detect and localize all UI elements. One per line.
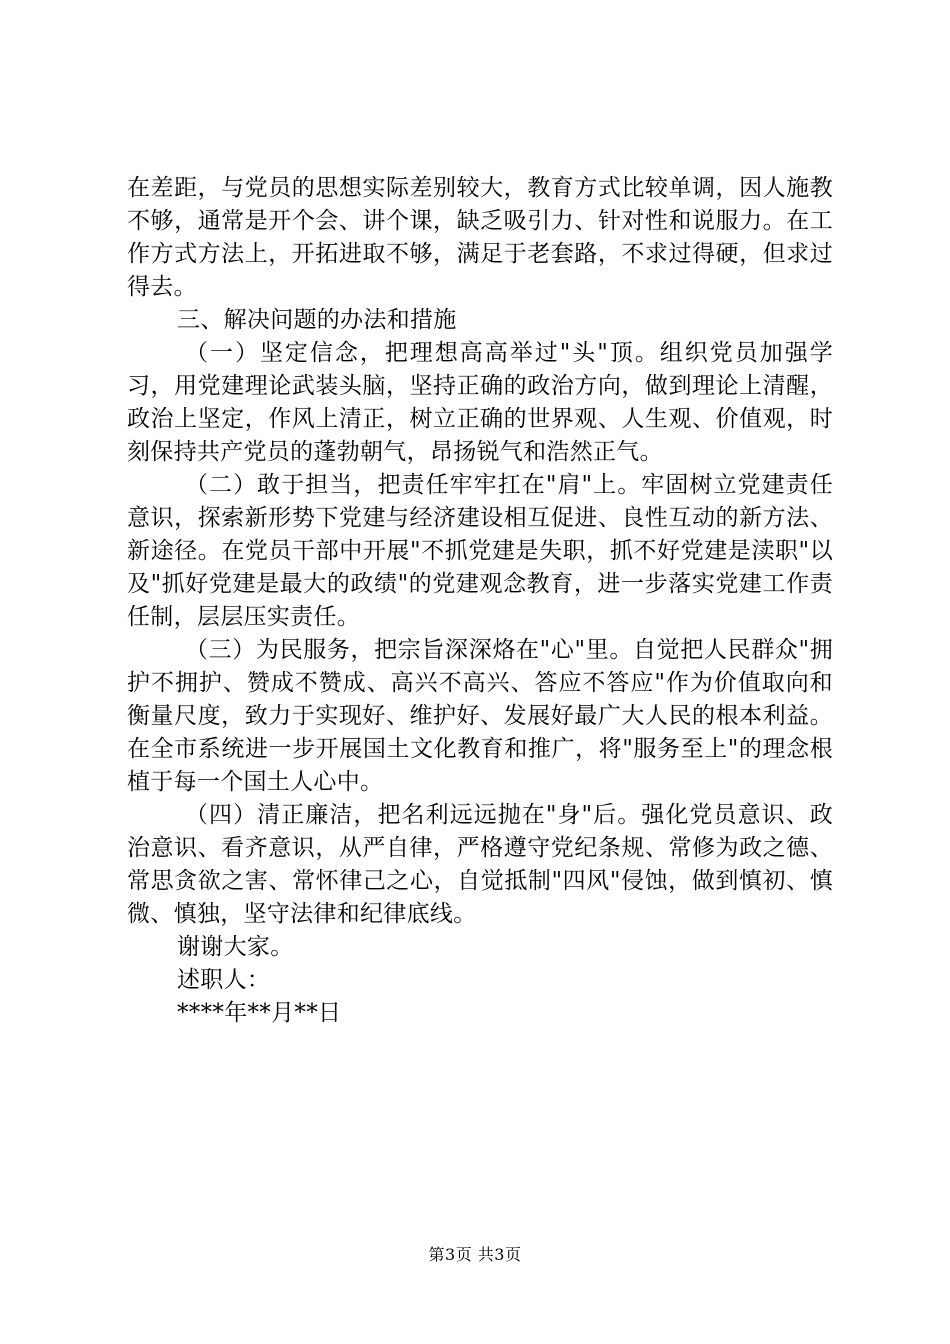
paragraph-continuation: 在差距，与党员的思想实际差别较大，教育方式比较单调，因人施教不够，通常是开个会、讲个课，缺乏吸引力、针对性和说服力。在工作方式方法上，开拓进取不够，满足于老套路，不求过得硬，但求过得去。: [127, 175, 833, 300]
paragraph-measure-1: （一）坚定信念，把理想高高举过"头"顶。组织党员加强学习，用党建理论武装头脑，坚持正确的政治方向，做到理论上清醒，政治上坚定，作风上清正，树立正确的世界观、人生观、价值观，时刻保持共产党员的蓬勃朝气，昂扬锐气和浩然正气。: [127, 340, 833, 465]
section-heading: 三、解决问题的办法和措施: [177, 307, 457, 333]
closing-date: ****年**月**日: [177, 1000, 342, 1026]
paragraph-measure-4: （四）清正廉洁，把名利远远抛在"身"后。强化党员意识、政治意识、看齐意识，从严自律，严格遵守党纪条规、常修为政之德、常思贪欲之害、常怀律己之心，自觉抵制"四风"侵蚀，做到慎初、慎微、慎独，坚守法律和纪律底线。: [127, 802, 833, 927]
closing-thanks: 谢谢大家。: [177, 934, 294, 960]
document-body: [127, 172, 833, 1030]
closing-reporter: 述职人：: [177, 967, 271, 993]
page-footer: 第3页 共3页: [428, 1245, 522, 1264]
paragraph-measure-3: （三）为民服务，把宗旨深深烙在"心"里。自觉把人民群众"拥护不拥护、赞成不赞成、高兴不高兴、答应不答应"作为价值取向和衡量尺度，致力于实现好、维护好、发展好最广大人民的根本利益。在全市系统进一步开展国土文化教育和推广，将"服务至上"的理念根植于每一个国土人心中。: [127, 637, 833, 795]
paragraph-measure-2: （二）敢于担当，把责任牢牢扛在"肩"上。牢固树立党建责任意识，探索新形势下党建与经济建设相互促进、良性互动的新方法、新途径。在党员干部中开展"不抓党建是失职，抓不好党建是渎职"以及"抓好党建是最大的政绩"的党建观念教育，进一步落实党建工作责任制，层层压实责任。: [127, 472, 833, 630]
